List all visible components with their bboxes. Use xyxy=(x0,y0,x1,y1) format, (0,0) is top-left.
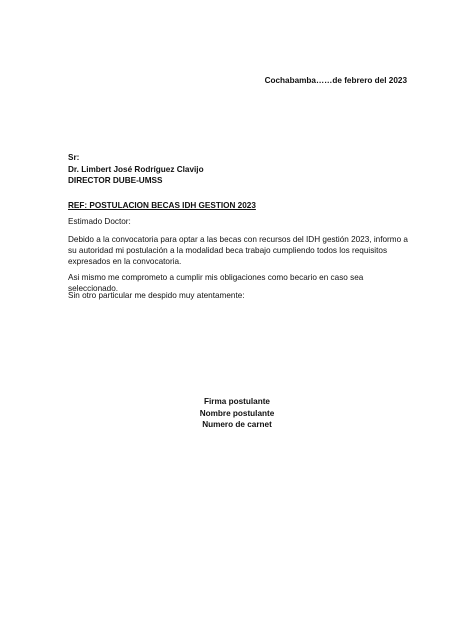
reference-line: REF: POSTULACION BECAS IDH GESTION 2023 xyxy=(68,201,256,210)
recipient-name: Dr. Limbert José Rodríguez Clavijo xyxy=(68,164,204,174)
date-line: Cochabamba……de febrero del 2023 xyxy=(264,76,407,85)
paragraph-1-line: su autoridad mi postulación a la modalidad beca trabajo cumpliendo todos los requisitos xyxy=(68,246,388,255)
recipient-position: DIRECTOR DUBE-UMSS xyxy=(68,176,163,185)
greeting: Estimado Doctor: xyxy=(68,217,131,226)
recipient-block xyxy=(68,152,204,187)
signature-block xyxy=(0,396,474,431)
paragraph-1 xyxy=(68,234,408,267)
signature-name-line: Nombre postulante xyxy=(199,408,275,418)
signature-line: Firma postulante xyxy=(204,397,270,406)
closing-line: Sin otro particular me despido muy atentamente: xyxy=(68,291,245,300)
paragraph-1-line: expresados en la convocatoria. xyxy=(68,257,182,266)
paragraph-1-line: Debido a la convocatoria para optar a las becas con recursos del IDH gestión 2023, informo a xyxy=(68,235,408,244)
recipient-salutation: Sr: xyxy=(68,153,80,162)
signature-id-line: Numero de carnet xyxy=(202,420,272,429)
paragraph-2: Asi mismo me comprometo a cumplir mis obligaciones como becario en caso sea seleccionado. xyxy=(68,273,364,293)
